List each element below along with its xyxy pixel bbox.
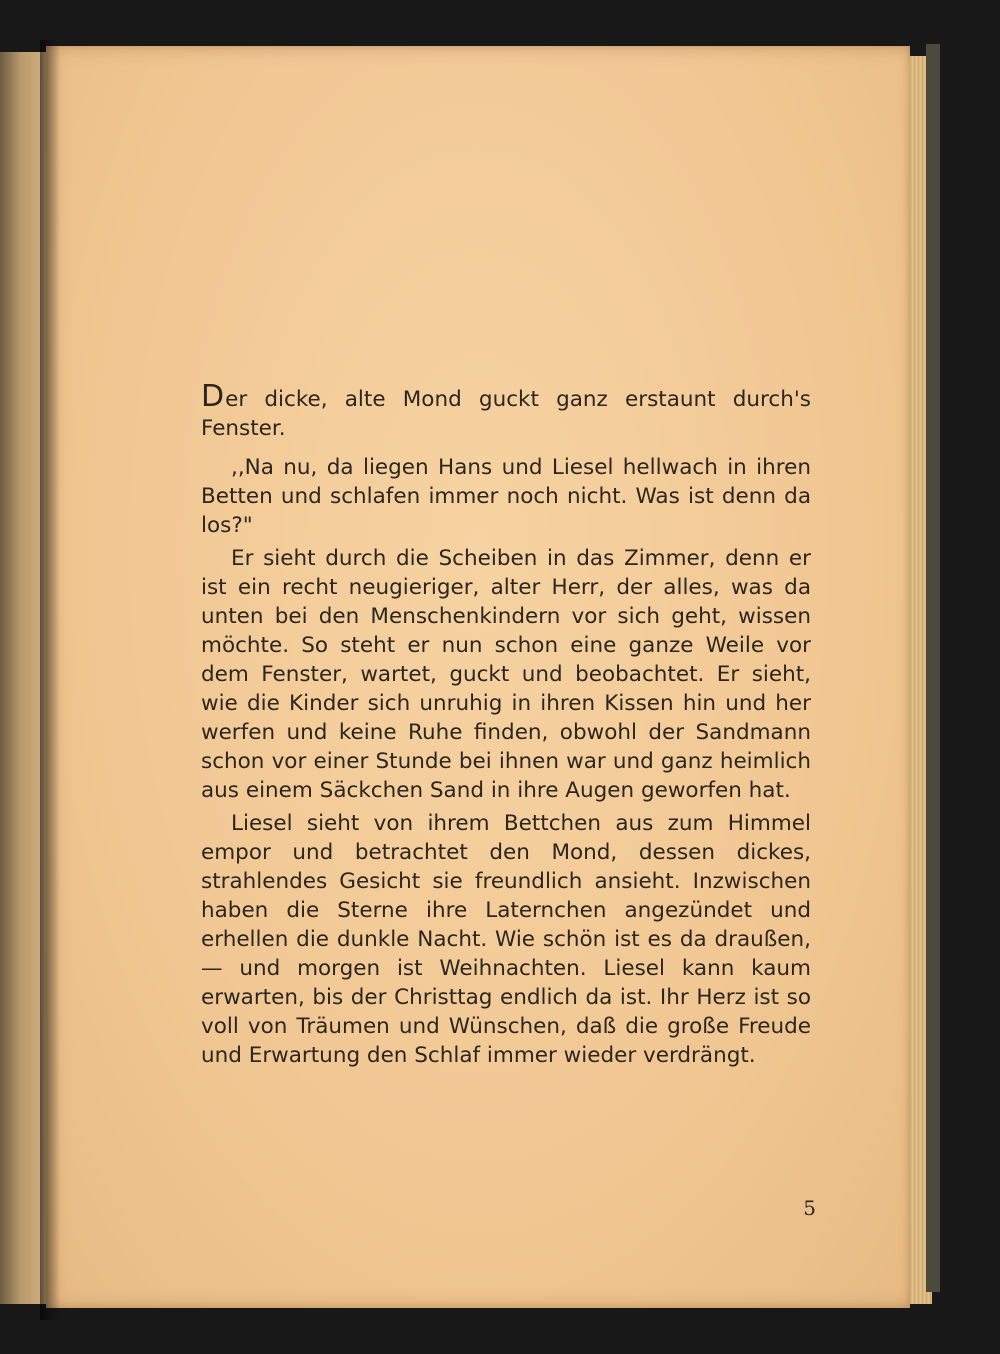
paragraph-1 — [201, 379, 811, 443]
paragraph-text: er dicke, alte Mond guckt ganz erstaunt durch's Fenster. — [201, 387, 811, 441]
paragraph-4: Liesel sieht von ihrem Bettchen aus zum Himmel empor und betrachtet den Mond, dessen dickes, strahlendes Gesicht sie freundlich ansieht. Inzwischen haben die Sterne ihre Laternchen angezündet und erhellen die dunkle Nacht. Wie schön ist es da draußen, — und morgen ist Weihnachten. Liesel kann kaum erwarten, bis der Christtag endlich da ist. Ihr Herz ist so voll von Träumen und Wünschen, daß die große Freude und Erwartung den Schlaf immer wieder verdrängt. — [201, 811, 811, 1068]
book-cover-edge — [926, 44, 940, 1292]
page-number: 5 — [803, 1196, 816, 1220]
spine-shadow — [40, 40, 60, 1320]
body-text — [201, 379, 811, 1074]
drop-cap: D — [201, 379, 226, 414]
book-page — [46, 46, 910, 1308]
paragraph-2: ,,Na nu, da liegen Hans und Liesel hellwach in ihren Betten und schlafen immer noch nicht. Was ist denn da los?" — [201, 455, 811, 538]
paragraph-3: Er sieht durch die Scheiben in das Zimmer, denn er ist ein recht neugieriger, alter Herr, der alles, was da unten bei den Menschenkindern vor sich geht, wissen möchte. So steht er nun schon eine ganze Weile vor dem Fenster, wartet, guckt und beobachtet. Er sieht, wie die Kinder sich unruhig in ihren Kissen hin und her werfen und keine Ruhe finden, obwohl der Sandmann schon vor einer Stunde bei ihnen war und ganz heimlich aus einem Säckchen Sand in ihre Augen geworfen hat. — [201, 546, 811, 803]
